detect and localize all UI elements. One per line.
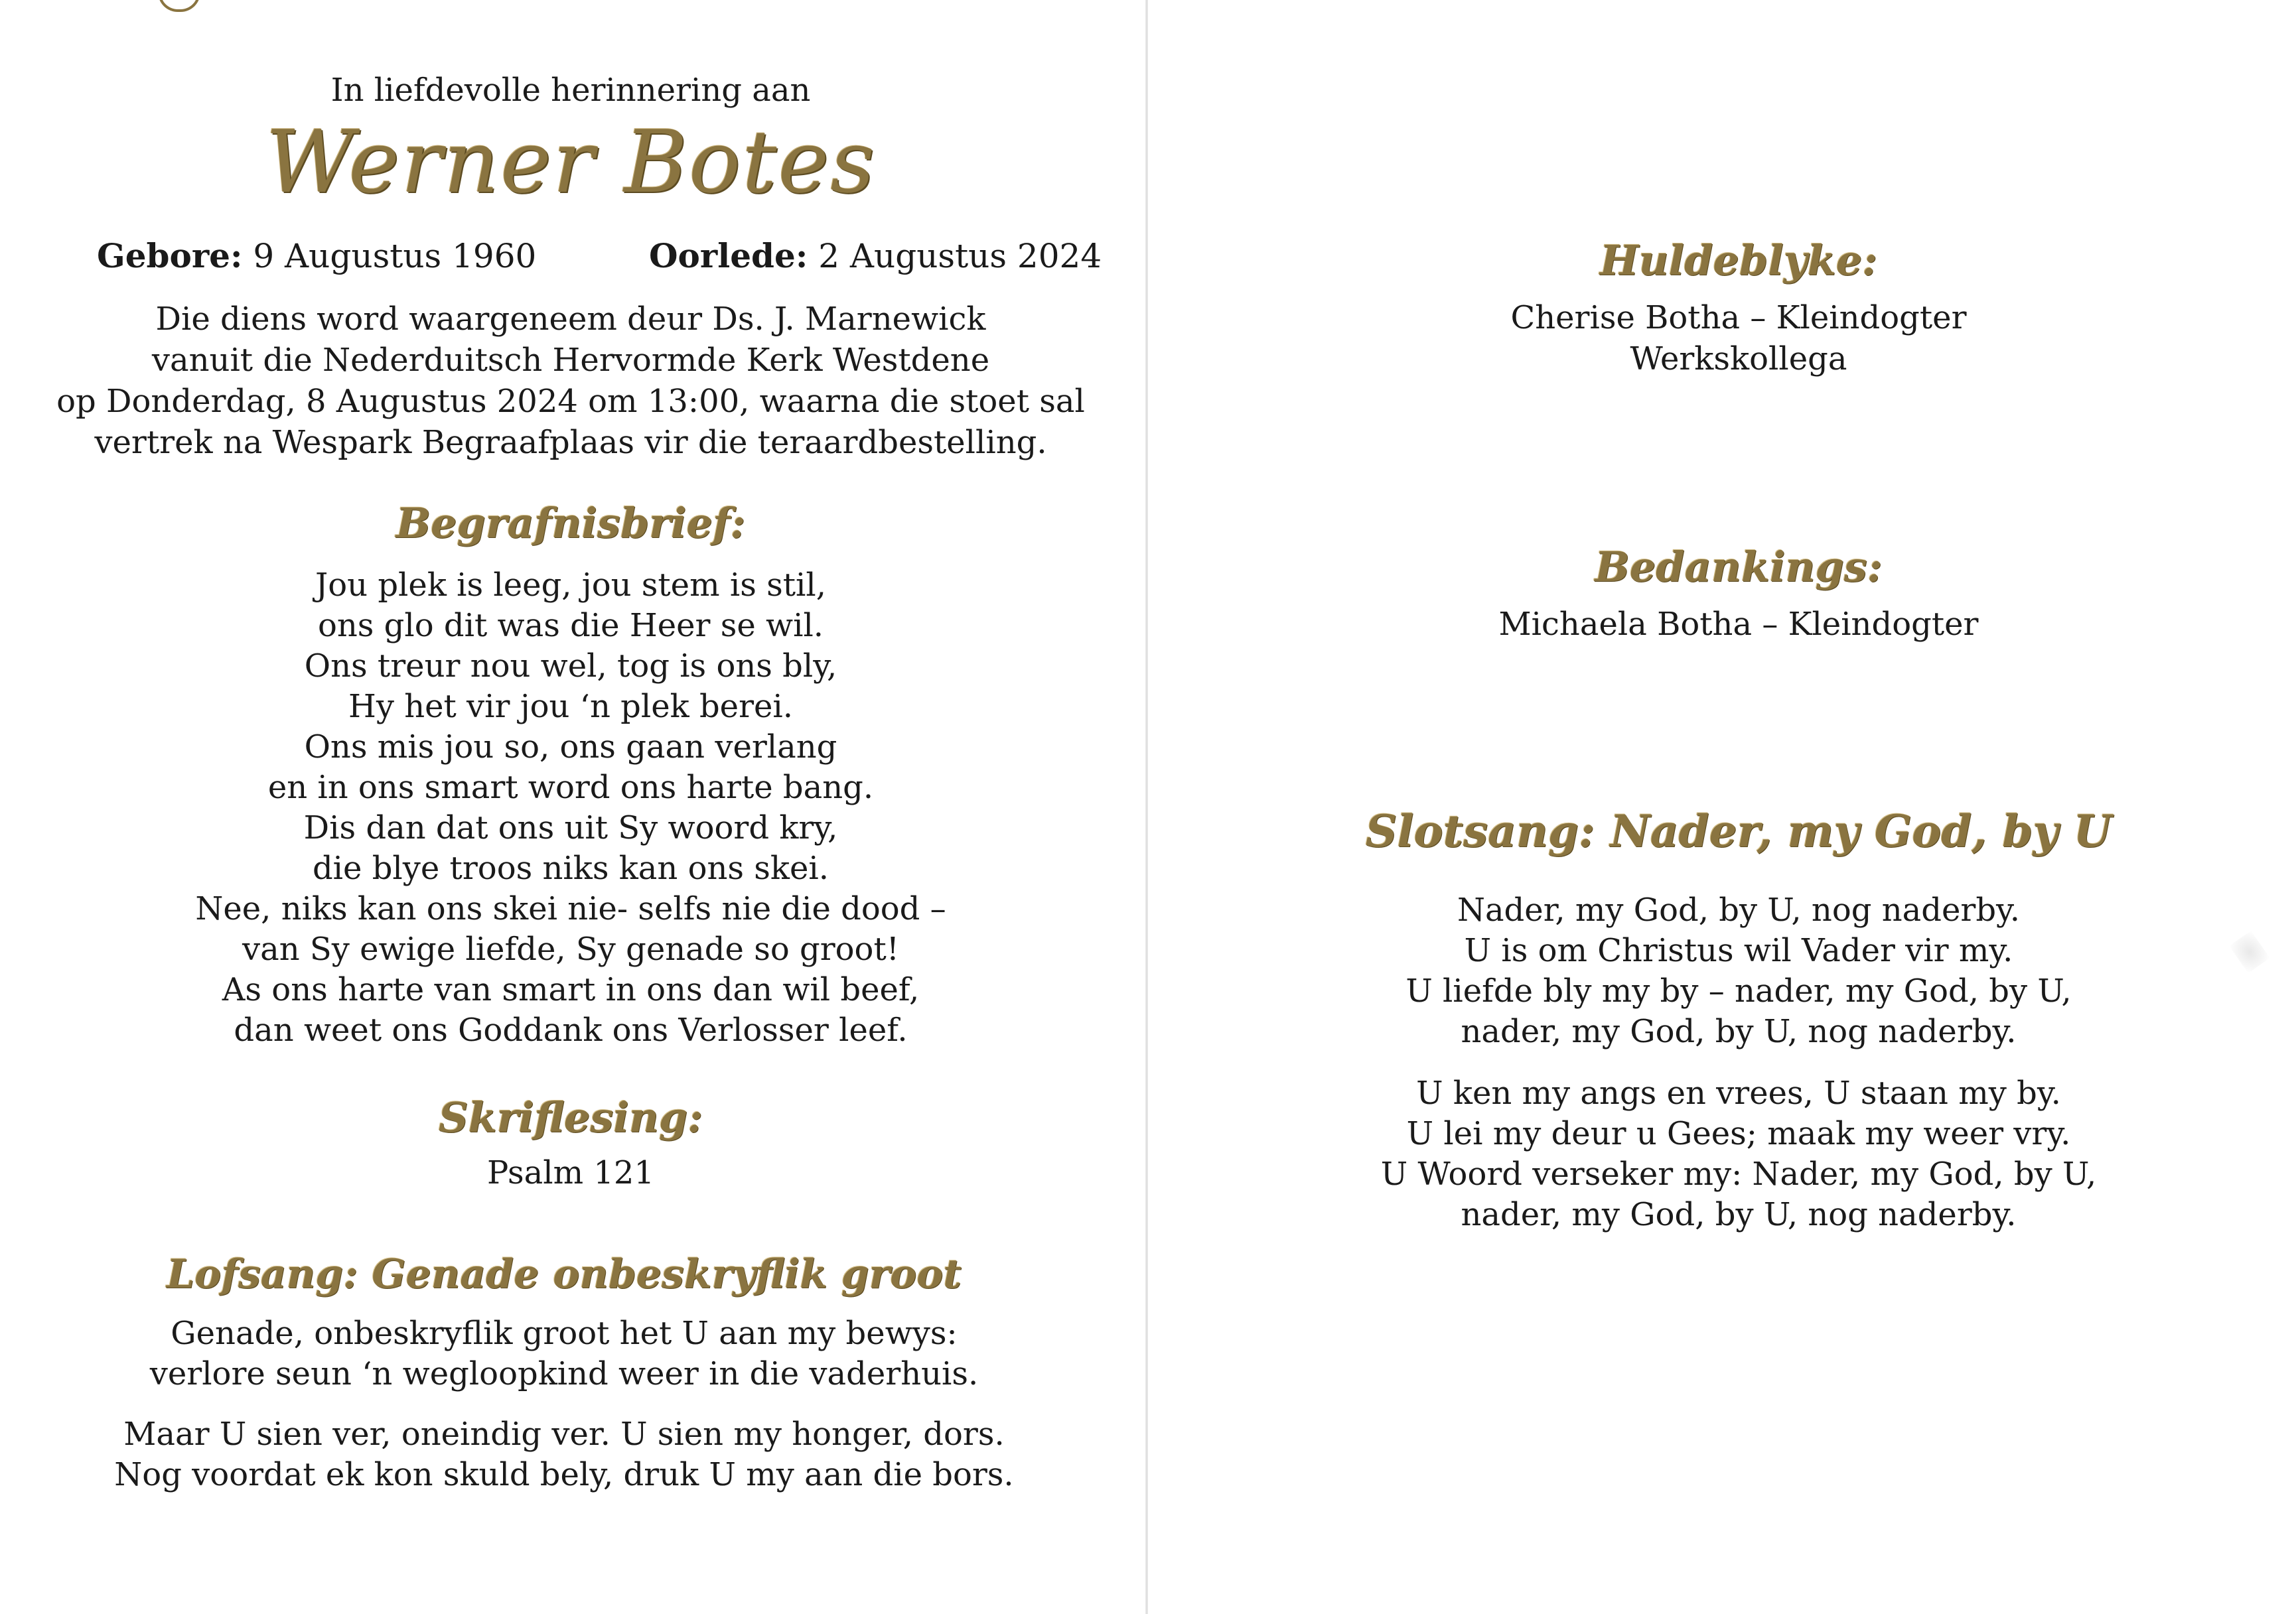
tributes-heading: Huldeblyke: <box>1599 236 1878 285</box>
hymn-heading: Lofsang: Genade onbeskryflik groot <box>166 1251 962 1298</box>
closing-line: nader, my God, by U, nog naderby. <box>1461 1196 2017 1233</box>
closing-stanza-1 <box>1148 890 2296 1052</box>
hymn-line: verlore seun ‘n wegloopkind weer in die vaderhuis. <box>149 1355 979 1392</box>
tributes-list <box>1148 297 2296 379</box>
poem-line: Nee, niks kan ons skei nie- selfs nie die dood – <box>195 890 946 927</box>
poem-line: Ons mis jou so, ons gaan verlang <box>304 728 837 766</box>
hymn-stanza-2 <box>0 1414 1128 1495</box>
hymn-line: Maar U sien ver, oneindig ver. U sien my honger, dors. <box>123 1416 1005 1453</box>
poem-line: en in ons smart word ons harte bang. <box>267 769 874 806</box>
closing-stanza-2 <box>1148 1073 2296 1235</box>
poem-line: Hy het vir jou ‘n plek berei. <box>348 688 794 725</box>
died-label: Oorlede: <box>649 236 808 275</box>
poem-line: van Sy ewige liefde, Sy genade so groot! <box>242 931 900 968</box>
service-line: Die diens word waargeneem deur Ds. J. Marnewick <box>155 301 986 338</box>
reading-value: Psalm 121 <box>487 1154 654 1191</box>
thanks-line: Michaela Botha – Kleindogter <box>1498 606 1979 643</box>
tribute-line: Cherise Botha – Kleindogter <box>1510 299 1967 336</box>
closing-hymn-heading: Slotsang: Nader, my God, by U <box>1365 805 2112 857</box>
closing-line: U Woord verseker my: Nader, my God, by U, <box>1380 1156 2097 1193</box>
thanks-list <box>1148 604 2296 645</box>
died-date <box>649 236 1102 275</box>
hymn-stanza-1 <box>0 1313 1128 1394</box>
poem-line: Jou plek is leeg, jou stem is stil, <box>315 567 826 604</box>
service-details <box>0 299 1141 463</box>
born-value: 9 Augustus 1960 <box>253 237 537 275</box>
closing-line: U is om Christus wil Vader vir my. <box>1464 932 2013 969</box>
closing-line: Nader, my God, by U, nog naderby. <box>1457 892 2021 929</box>
born-date <box>97 236 536 275</box>
poem-line: Dis dan dat ons uit Sy woord kry, <box>303 809 838 846</box>
closing-line: nader, my God, by U, nog naderby. <box>1461 1013 2017 1050</box>
reading-heading: Skriflesing: <box>438 1093 703 1142</box>
poem <box>0 565 1141 1051</box>
poem-line: Ons treur nou wel, tog is ons bly, <box>304 647 837 685</box>
hymn-line: Nog voordat ek kon skuld bely, druk U my aan die bors. <box>114 1456 1014 1493</box>
deceased-name: Werner Botes <box>265 111 876 212</box>
poem-line: ons glo dit was die Heer se wil. <box>317 607 824 644</box>
service-line: vanuit die Nederduitsch Hervormde Kerk Westdene <box>151 342 990 379</box>
poem-line: As ons harte van smart in ons dan wil beef, <box>222 971 920 1008</box>
service-line: op Donderdag, 8 Augustus 2024 om 13:00, waarna die stoet sal <box>56 383 1085 420</box>
intro-text: In liefdevolle herinnering aan <box>330 72 811 109</box>
born-label: Gebore: <box>97 236 243 275</box>
tribute-line: Werkskollega <box>1630 340 1847 377</box>
thanks-heading: Bedankings: <box>1595 543 1883 591</box>
closing-line: U lei my deur u Gees; maak my weer vry. <box>1406 1115 2071 1152</box>
died-value: 2 Augustus 2024 <box>818 237 1102 275</box>
service-line: vertrek na Wespark Begraafplaas vir die teraardbestelling. <box>94 424 1047 461</box>
hymn-line: Genade, onbeskryflik groot het U aan my bewys: <box>171 1315 958 1352</box>
poem-heading: Begrafnisbrief: <box>395 499 746 547</box>
closing-line: U liefde bly my by – nader, my God, by U, <box>1405 973 2072 1010</box>
closing-line: U ken my angs en vrees, U staan my by. <box>1416 1075 2061 1112</box>
poem-line: dan weet ons Goddank ons Verlosser leef. <box>234 1012 908 1049</box>
poem-line: die blye troos niks kan ons skei. <box>312 850 829 887</box>
